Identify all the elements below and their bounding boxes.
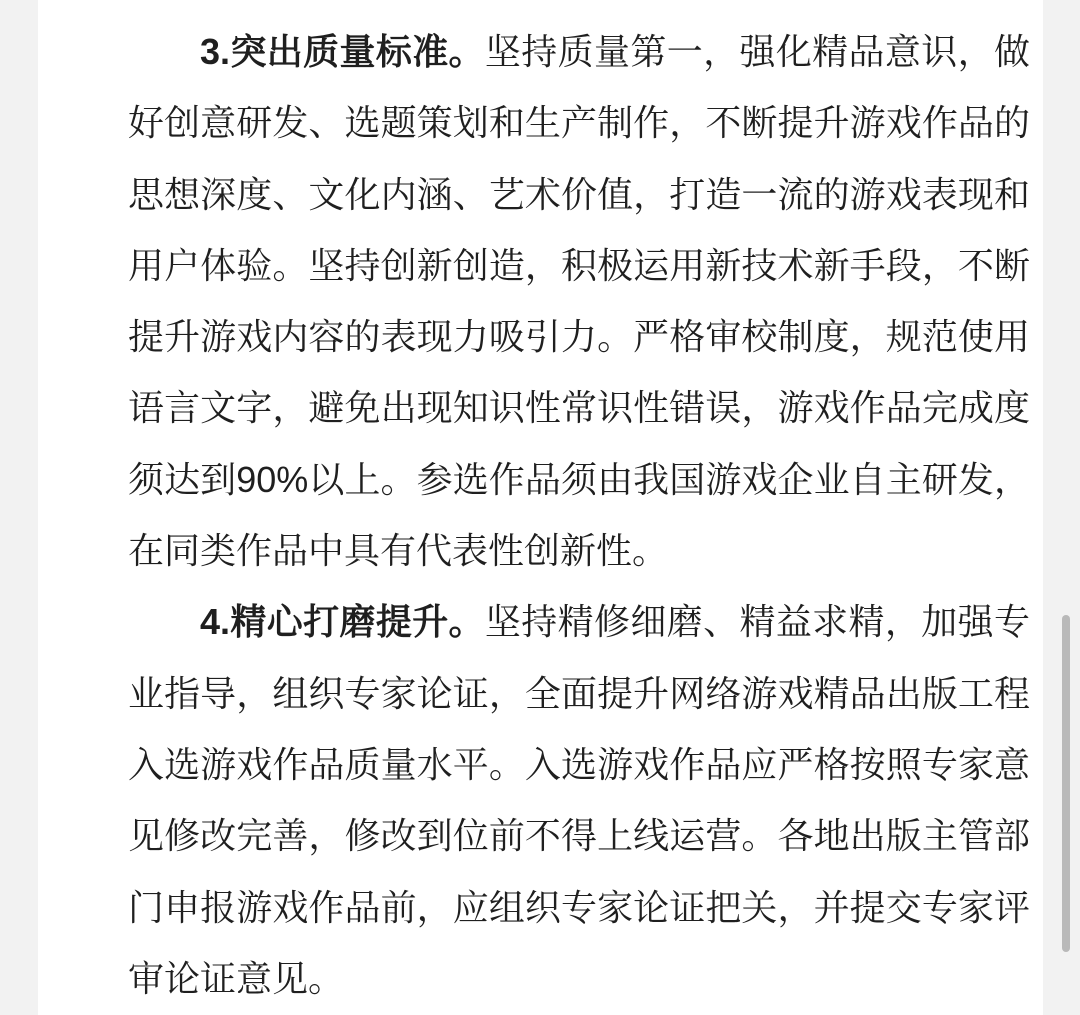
paragraph-first-line (128, 16, 1030, 87)
paragraph-line: 见修改完善，修改到位前不得上线运营。各地出版主管部 (128, 815, 1030, 857)
paragraph-3 (128, 16, 1030, 586)
line-text: 坚持精修细磨、精益求精，加强专 (484, 601, 1030, 643)
article-page (38, 0, 1043, 1015)
paragraph-first-line (128, 586, 1030, 657)
paragraph-line: 好创意研发、选题策划和生产制作，不断提升游戏作品的 (128, 102, 1030, 144)
paragraph-line: 语言文字，避免出现知识性常识性错误，游戏作品完成度 (128, 387, 1030, 429)
paragraph-4 (128, 586, 1030, 1014)
paragraph-line: 业指导，组织专家论证，全面提升网络游戏精品出版工程 (128, 672, 1030, 714)
section-heading: 4.精心打磨提升。 (200, 601, 485, 643)
article-body (128, 16, 1030, 1014)
paragraph-line: 门申报游戏作品前，应组织专家论证把关，并提交专家评 (128, 886, 1030, 928)
section-heading: 3.突出质量标准。 (200, 31, 485, 72)
paragraph-line: 须达到90%以上。参选作品须由我国游戏企业自主研发， (128, 458, 1030, 500)
paragraph-line: 入选游戏作品质量水平。入选游戏作品应严格按照专家意 (128, 743, 1030, 785)
paragraph-last-line: 在同类作品中具有代表性创新性。 (128, 530, 669, 572)
paragraph-line: 思想深度、文化内涵、艺术价值，打造一流的游戏表现和 (128, 173, 1030, 215)
scrollbar[interactable] (1058, 0, 1074, 1015)
line-text: 坚持质量第一，强化精品意识，做 (484, 31, 1030, 72)
paragraph-last-line: 审论证意见。 (128, 957, 345, 999)
scrollbar-thumb[interactable] (1062, 615, 1070, 952)
paragraph-line: 用户体验。坚持创新创造，积极运用新技术新手段，不断 (128, 244, 1030, 286)
paragraph-line: 提升游戏内容的表现力吸引力。严格审校制度，规范使用 (128, 316, 1030, 358)
